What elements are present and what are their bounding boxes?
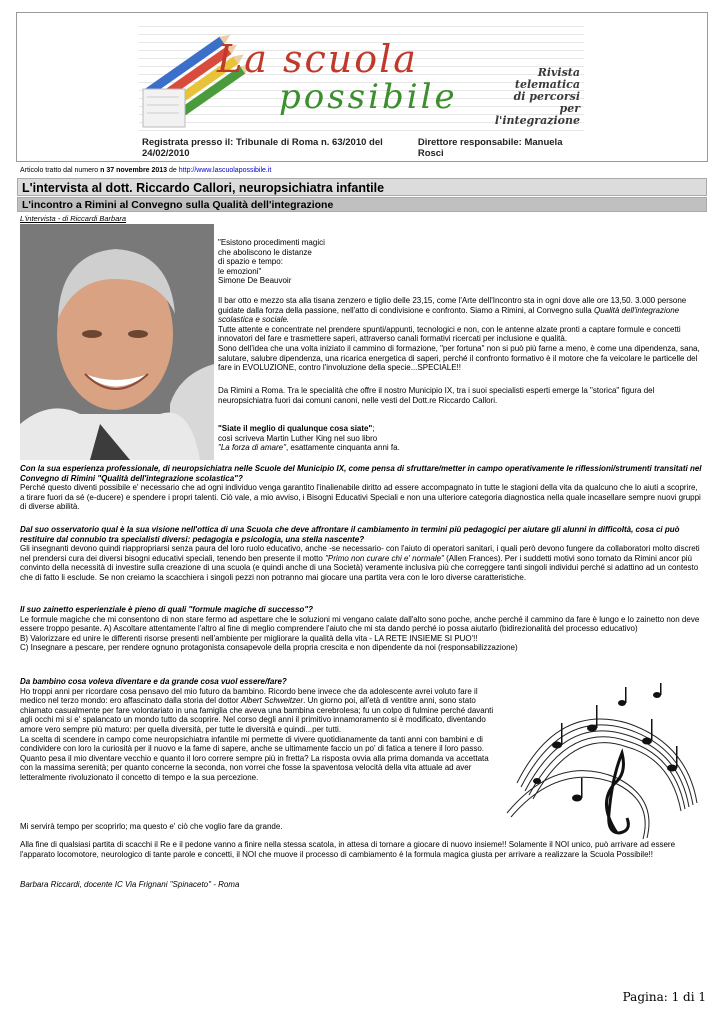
- source-middle: de: [167, 167, 179, 174]
- intro-italic: Qualità dell'integrazione scolastica e sociale.: [218, 305, 680, 325]
- closing-paragraph-2: Alla fine di qualsiasi partita di scacchi il Re e il pedone vanno a finire nella stessa scatola, in attesa di tornare a giocare di nuovo insieme!! Solamente il NOI unico, può arrivare ad essere l'apparato locomotore, neurologico di tante parole e concetti, il NOI che muove il processo di cambiamento è la formula magica giusta per arrivare a realizzare la Scuola Possibile!!: [20, 840, 676, 859]
- article-title: L'intervista al dott. Riccardo Callori, neuropsichiatra infantile: [17, 178, 707, 196]
- registration-line: [142, 137, 582, 159]
- answer-part: Ho troppi anni per ricordare cosa pensavo del mio futuro da bambino. Ricordo bene invece che da adolescente avrei voluto fare il medico nel terzo mondo: ero affascinato dalla storia del dottor: [20, 686, 478, 706]
- mlk-book: "La forza di amare": [218, 443, 286, 453]
- mlk-rest: , esattamente cinquanta anni fa.: [285, 443, 400, 453]
- masthead-banner: [139, 19, 584, 133]
- question: Il suo zainetto esperienziale è pieno di quali "formule magiche di successo"?: [20, 605, 313, 614]
- quote-line: le emozioni": [218, 266, 262, 276]
- article-signature: Barbara Riccardi, docente IC Via Frignani "Spinaceto" - Roma: [20, 880, 240, 889]
- qa-block-3: [20, 605, 704, 653]
- mlk-quote: "Siate il meglio di qualunque cosa siate"; così scriveva Martin Luther King nel suo libro "La forza di amare", esattamente cinquanta anni fa.: [218, 424, 704, 453]
- quote-line: "Esistono procedimenti magici: [218, 238, 325, 247]
- answer-line: C) Insegnare a pescare, per rendere ognuno protagonista consapevole della propria crescita e non dipendente da noi (responsabilizzazione): [20, 643, 518, 653]
- logo-title: La scuola: [217, 37, 418, 81]
- answer-part: (Allen Frances). Per i suddetti motivi sono tornato da Rimini ancor più convinto della necessità di investire sulla creazione di una scuola (e quindi anche di una Società) veramente inclusiva più che correggere tanti singoli individui perché si adattino ad un contesto che di fatto li esclude. Se non creiamo la scacchiera i singoli pezzi non potranno mai giocare una partita vera con le loro diverse caratteristiche.: [20, 553, 699, 582]
- article-subtitle: L'incontro a Rimini al Convegno sulla Qualità dell'integrazione: [17, 197, 707, 212]
- epigraph-quote: [218, 238, 704, 286]
- masthead-frame: [16, 12, 708, 162]
- magazine-tagline: [492, 67, 580, 127]
- question: Da bambino cosa voleva diventare e da grande cosa vuol essere/fare?: [20, 677, 287, 686]
- intro-text: Il bar otto e mezzo sta alla tisana zenzero e tiglio delle 23,15, come l'Arte dell'Incontro sta in ogni dove alle ore 13,50. 3.000 persone guidate dalla forza della passione, nell'atto di condivisione e confronto. Siamo a Rimini, al Convegno sulla: [218, 296, 687, 315]
- registration-text: Registrata presso il: Tribunale di Roma n. 63/2010 del 24/02/2010: [142, 137, 383, 159]
- answer-part: . Un giorno poi, all'età di ventitre anni, sono stato chiamato casualmente per fare volontariato in una famiglia che aveva una bambina cerebrolesa; fu un colpo di fulmine perché davanti agli occhi mi si e' spalancato un mondo tutto da scoprire. Nel corso degli anni il primitivo innamoramento si è modificato, diventando amore vero sempre più maturo: per quella diversità, per tutte le diversità e quindi...per tutti.: [20, 696, 494, 734]
- closing-paragraph-1: Mi servirà tempo per scoprirlo; ma questo e' ciò che voglio fare da grande.: [20, 822, 283, 831]
- answer-line: B) Valorizzare ed unire le differenti risorse presenti nell'ambiente per migliorare la qualità della vita - LA RETE INSIEME SI PUO'!!: [20, 633, 478, 643]
- tagline-line: di percorsi: [513, 90, 580, 103]
- answer: Perché questo diventi possibile e' necessario che ad ogni individuo venga garantito l'inalienabile diritto ad essere accompagnato in tutte le stagioni della vita da qualcuno che lo aiuti a scoprire, a tirare fuori da sé (e-ducere) e spendere i propri talenti. Ciò vale, a mio avviso, i Bisogni Educativi Speciali e non una ulteriore categoria diagnostica nella quale incasellare sempre nuovi gruppi di diverse abilità.: [20, 483, 701, 512]
- logo-subtitle: possibile: [279, 77, 458, 117]
- source-line: [20, 167, 271, 174]
- intro-paragraph-2: Da Rimini a Roma. Tra le specialità che offre il nostro Municipio IX, tra i suoi specialisti esperti emerge la "storica" figura del neuropsichiatra fuori dai comuni canoni, nelle vesti del Dott.re Riccardo Callori.: [218, 386, 655, 405]
- quote-line: che aboliscono le distanze: [218, 247, 312, 257]
- answer-italic: Albert Schweitzer: [240, 696, 304, 706]
- qa-block-1: [20, 464, 704, 512]
- tagline-line: telematica: [514, 78, 580, 91]
- answer-line: Le formule magiche che mi consentono di non stare fermo ad aspettare che le soluzioni mi vengano calate dall'alto sono poche, anche perché il cammino da fare è lungo e lo zainetto non deve essere troppo pesante. A) Ascoltare attentamente l'altro al fine di meglio comprendere l'aiuto che mi sta dando perché io possa aiutarlo (bidirezionalità del processo educativo): [20, 614, 700, 634]
- question: Dal suo osservatorio qual è la sua visione nell'ottica di una Scuola che deve affrontare il cambiamento in termini più pedagogici per aiutare gli alunni in difficoltà, cosa ci può restituire dal connubio tra specialisti diversi: pedagogia e psicologia, una stella nascente?: [20, 525, 680, 544]
- question: Con la sua esperienza professionale, di neuropsichiatra nelle Scuole del Municipio IX, come pensa di sfruttare/metter in campo operativamente le riflessioni/strumenti transitati nel Convegno di Rimini "Qualità dell'integrazione scolastica"?: [20, 464, 702, 483]
- qa-block-2: [20, 525, 704, 583]
- source-prefix: Articolo tratto dal numero: [20, 167, 101, 174]
- issue-number: n 37 novembre 2013: [100, 167, 168, 174]
- answer-part: Gli insegnanti devono quindi riappropriarsi senza paura del loro ruolo educativo, anche -se necessario- con l'aiuto di operatori sanitari, i quali però devono fungere da collaboratori molto discreti nel prendersi cura dei diversi bisogni educativi speciali, tenendo ben presente il motto: [20, 544, 700, 563]
- intro-paragraph: [218, 296, 704, 373]
- mlk-bold: "Siate il meglio di qualunque cosa siate": [218, 424, 373, 433]
- qa-block-4: [20, 677, 496, 783]
- answer-italic: "Primo non curare chi e' normale": [325, 553, 444, 563]
- page-number: Pagina: 1 di 1: [622, 990, 706, 1004]
- intro-text-c: Sono dell'idea che una volta iniziato il cammino di formazione, "per fortuna" non si può più farne a meno, è come una dipendenza, sana, salutare, salubre dipendenza, una ricarica energetica di saperi, perché il confronto formativo è il motore che fa veicolare le particelle del fare in EVOLUZIONE, contro l'involuzione della specie...SPECIALE!!: [218, 343, 700, 373]
- portrait-photo: [20, 224, 214, 460]
- site-link[interactable]: http://www.lascuolapossibile.it: [178, 167, 272, 174]
- quote-author: Simone De Beauvoir: [218, 276, 292, 286]
- tagline-line: Rivista: [537, 66, 580, 79]
- intro-text-b: Tutte attente e concentrate nel prendere spunti/appunti, tecnologici e non, con le antenne alzate pronti a captare formule e concetti innovatori del fare e trasmettere saperi, attraverso canali formativi ricercati per inclusione e qualità.: [218, 324, 681, 344]
- answer: [20, 687, 496, 735]
- tagline-line: per l'integrazione: [494, 102, 580, 127]
- answer: [20, 544, 704, 582]
- music-notes-illustration: [497, 683, 707, 841]
- answer-paragraph: La scelta di scendere in campo come neuropsichiatra infantile mi permette di vivere quotidianamente da tanti anni con bambini e di condividere con loro la curiosità per il nuovo e la fame di sapere, anche se ultimamente faccio un po' di fatica a tenere il loro passo. Quanto pesa il mio diventare vecchio e quanto il loro correre sempre più in fretta? La risposta ovvia alla prima domanda va accettata con la massima serenità; per quanto concerne la seconda, non vorrei che fosse la spaventosa velocità della vita attuale ad aver letteralmente rivoluzionato il concetto di tempo e la sua percezione.: [20, 734, 489, 782]
- director-text: Direttore responsabile: Manuela Rosci: [417, 137, 563, 159]
- article-byline: L'intervista - di Riccardi Barbara: [20, 214, 127, 223]
- quote-line: di spazio e tempo:: [218, 257, 283, 267]
- mlk-line: così scriveva Martin Luther King nel suo libro: [218, 433, 378, 443]
